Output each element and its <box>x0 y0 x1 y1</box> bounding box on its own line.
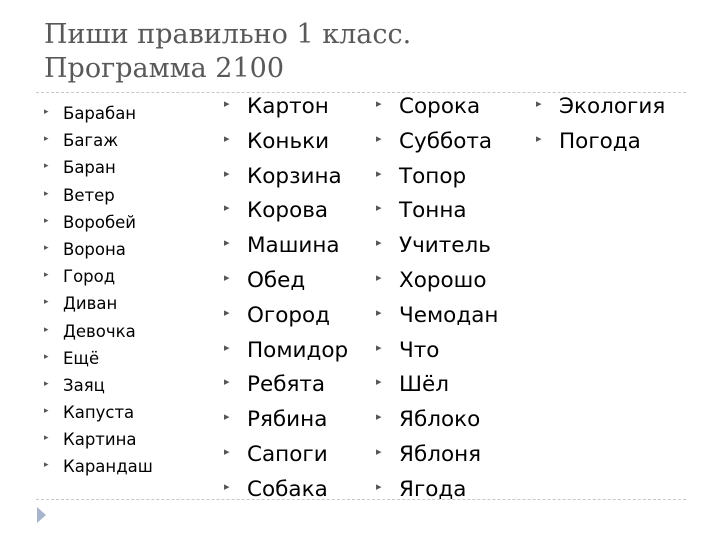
word-text: Картон <box>247 94 329 119</box>
word-list-item <box>224 403 348 438</box>
triangle-bullet-icon: ▸ <box>376 236 382 250</box>
triangle-bullet-icon: ▸ <box>224 201 230 215</box>
word-text: Багаж <box>63 131 119 151</box>
triangle-bullet-icon: ▸ <box>44 378 49 389</box>
word-text: Собака <box>247 476 328 502</box>
word-list-item <box>44 399 153 426</box>
word-list-item <box>376 473 498 508</box>
corner-triangle-icon <box>37 507 46 523</box>
word-text: Девочка <box>63 321 136 341</box>
triangle-bullet-icon: ▸ <box>376 375 382 389</box>
word-list-item <box>376 264 498 299</box>
triangle-bullet-icon: ▸ <box>224 166 230 180</box>
word-text: Барабан <box>63 104 137 123</box>
word-list-item <box>44 426 153 453</box>
word-list-column-3 <box>376 90 498 508</box>
word-list-item <box>536 90 665 125</box>
word-text: Машина <box>247 233 340 259</box>
word-text: Экология <box>559 94 666 119</box>
word-text: Огород <box>247 302 331 328</box>
word-text: Корзина <box>247 163 342 189</box>
word-text: Ворона <box>63 239 126 259</box>
word-list-item <box>44 345 153 372</box>
word-text: Сорока <box>399 94 481 119</box>
word-text: Картина <box>63 430 137 450</box>
word-text: Топор <box>399 163 467 189</box>
word-list-item <box>536 125 665 160</box>
triangle-bullet-icon: ▸ <box>224 131 230 145</box>
triangle-bullet-icon: ▸ <box>536 97 542 110</box>
triangle-bullet-icon: ▸ <box>536 131 542 145</box>
word-text: Капуста <box>63 403 135 423</box>
triangle-bullet-icon: ▸ <box>224 340 230 354</box>
triangle-bullet-icon: ▸ <box>224 270 230 284</box>
word-list-item <box>44 127 153 154</box>
triangle-bullet-icon: ▸ <box>376 340 382 354</box>
word-text: Ещё <box>63 348 100 368</box>
word-text: Яблоня <box>399 441 482 467</box>
triangle-bullet-icon: ▸ <box>376 166 382 180</box>
triangle-bullet-icon: ▸ <box>44 270 49 281</box>
bottom-divider <box>36 499 686 500</box>
word-text: Суббота <box>399 128 493 154</box>
word-text: Хорошо <box>399 267 487 293</box>
triangle-bullet-icon: ▸ <box>224 479 230 493</box>
word-list-item <box>376 125 498 160</box>
slide-title-line-2: Программа 2100 <box>44 53 285 84</box>
word-text: Баран <box>63 158 116 178</box>
word-text: Яблоко <box>399 407 481 433</box>
word-list-item <box>224 194 348 229</box>
triangle-bullet-icon: ▸ <box>376 97 382 110</box>
triangle-bullet-icon: ▸ <box>376 410 382 424</box>
triangle-bullet-icon: ▸ <box>224 236 230 250</box>
word-list-item <box>224 299 348 334</box>
triangle-bullet-icon: ▸ <box>44 215 49 226</box>
triangle-bullet-icon: ▸ <box>224 444 230 458</box>
word-text: Коньки <box>247 128 330 154</box>
triangle-bullet-icon: ▸ <box>44 351 49 362</box>
word-list-item <box>224 438 348 473</box>
word-text: Карандаш <box>63 457 153 477</box>
slide-title-line-1: Пиши правильно 1 класс. <box>44 19 412 50</box>
triangle-bullet-icon: ▸ <box>44 433 49 444</box>
word-text: Ребята <box>247 372 326 398</box>
word-text: Диван <box>63 294 118 314</box>
word-text: Заяц <box>63 375 105 395</box>
word-list-item <box>44 236 153 263</box>
word-text: Помидор <box>247 337 349 363</box>
triangle-bullet-icon: ▸ <box>376 270 382 284</box>
triangle-bullet-icon: ▸ <box>376 479 382 493</box>
triangle-bullet-icon: ▸ <box>44 242 49 253</box>
word-list-item <box>224 334 348 369</box>
triangle-bullet-icon: ▸ <box>44 188 49 199</box>
word-list-column-4 <box>536 90 665 160</box>
triangle-bullet-icon: ▸ <box>44 460 49 471</box>
word-list-column-1 <box>44 100 153 481</box>
triangle-bullet-icon: ▸ <box>224 375 230 389</box>
word-list-item <box>376 90 498 125</box>
triangle-bullet-icon: ▸ <box>376 201 382 215</box>
word-list-item <box>376 160 498 195</box>
word-text: Воробей <box>63 212 137 232</box>
word-list-item <box>376 403 498 438</box>
word-list-column-2 <box>224 90 348 508</box>
word-text: Шёл <box>399 372 449 398</box>
word-list-item <box>224 90 348 125</box>
word-list-item <box>44 453 153 480</box>
word-text: Ягода <box>399 476 467 502</box>
triangle-bullet-icon: ▸ <box>44 324 49 335</box>
triangle-bullet-icon: ▸ <box>44 406 49 417</box>
word-list-item <box>224 229 348 264</box>
word-list-item <box>376 194 498 229</box>
word-list-item <box>44 263 153 290</box>
word-list-item <box>44 372 153 399</box>
triangle-bullet-icon: ▸ <box>224 410 230 424</box>
triangle-bullet-icon: ▸ <box>224 97 230 110</box>
word-list-item <box>376 229 498 264</box>
word-text: Сапоги <box>247 441 328 467</box>
word-list-item <box>44 290 153 317</box>
triangle-bullet-icon: ▸ <box>224 305 230 319</box>
triangle-bullet-icon: ▸ <box>376 444 382 458</box>
word-text: Ветер <box>63 185 115 205</box>
word-text: Чемодан <box>399 302 499 328</box>
word-list-item <box>376 368 498 403</box>
word-list-item <box>224 125 348 160</box>
triangle-bullet-icon: ▸ <box>44 134 49 145</box>
word-text: Учитель <box>399 233 491 259</box>
word-list-item <box>376 299 498 334</box>
triangle-bullet-icon: ▸ <box>44 161 49 172</box>
word-list-item <box>44 154 153 181</box>
word-text: Что <box>399 337 440 363</box>
word-list-item <box>44 182 153 209</box>
word-list-item <box>44 209 153 236</box>
triangle-bullet-icon: ▸ <box>44 297 49 308</box>
word-text: Тонна <box>399 198 467 224</box>
word-list-item <box>376 438 498 473</box>
word-list-item <box>44 318 153 345</box>
word-list-item <box>44 100 153 127</box>
word-list-item <box>376 334 498 369</box>
triangle-bullet-icon: ▸ <box>376 131 382 145</box>
word-list-item <box>224 264 348 299</box>
word-text: Корова <box>247 198 329 224</box>
word-list-item <box>224 160 348 195</box>
triangle-bullet-icon: ▸ <box>44 107 49 117</box>
word-list-item <box>224 473 348 508</box>
word-text: Обед <box>247 267 306 293</box>
word-text: Город <box>63 267 116 287</box>
word-text: Погода <box>559 128 641 154</box>
slide-title <box>44 18 684 86</box>
word-list-item <box>224 368 348 403</box>
triangle-bullet-icon: ▸ <box>376 305 382 319</box>
word-text: Рябина <box>247 407 328 433</box>
